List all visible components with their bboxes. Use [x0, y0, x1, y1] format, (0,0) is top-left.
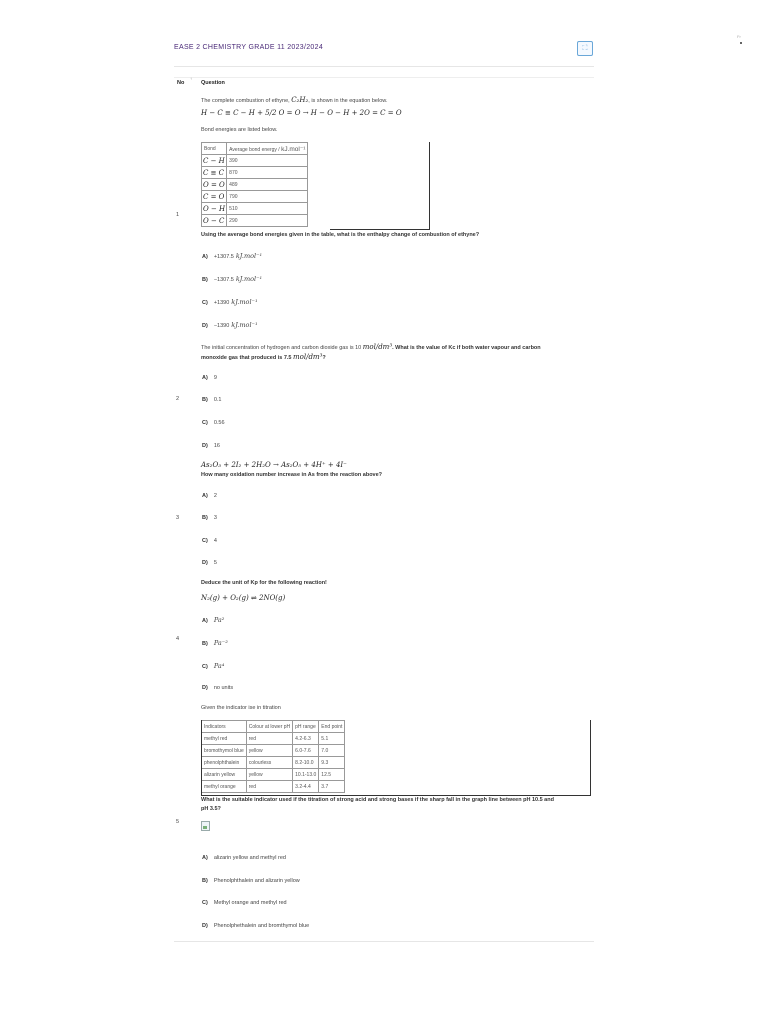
q2-line2-unit: mol/dm³	[293, 353, 323, 361]
q3-question: How many oxidation number increase in As from the reaction above?	[201, 472, 383, 478]
option-b[interactable]	[202, 397, 221, 403]
table-frame-bottom	[201, 795, 591, 796]
table-bottom-divider	[174, 941, 594, 942]
option-a[interactable]	[202, 493, 217, 499]
colour-cell: colourless	[246, 757, 292, 769]
option-letter: B)	[202, 641, 208, 647]
colour-cell: red	[246, 733, 292, 745]
range-cell: 6.0-7.6	[293, 745, 319, 757]
table-header-row	[202, 721, 345, 733]
table-row	[202, 167, 308, 179]
option-letter: C)	[202, 420, 208, 426]
option-letter: A)	[202, 855, 208, 861]
q1-bond-note: Bond energies are listed below.	[201, 127, 278, 133]
option-unit: kJ.mol⁻¹	[231, 298, 258, 306]
header-colour: Colour at lower pH	[246, 721, 292, 733]
indicator-cell: bromothymol blue	[202, 745, 247, 757]
question-number: 5	[176, 819, 180, 825]
endpoint-cell: 7.0	[319, 745, 345, 757]
column-header-question: Question	[201, 80, 225, 86]
header-end-point: End point	[319, 721, 345, 733]
range-cell: 4.2-6.3	[293, 733, 319, 745]
option-letter: C)	[202, 538, 208, 544]
q1-intro-a: The complete combustion of ethyne,	[201, 98, 292, 104]
option-letter: C)	[202, 900, 208, 906]
option-letter: A)	[202, 493, 208, 499]
option-letter: D)	[202, 560, 208, 566]
table-header-energy	[227, 143, 308, 155]
option-value: 16	[213, 443, 220, 449]
option-letter: D)	[202, 323, 208, 329]
table-top-divider	[174, 77, 594, 78]
option-letter: D)	[202, 923, 208, 929]
option-c[interactable]	[202, 662, 224, 670]
option-unit: kJ.mol⁻¹	[231, 321, 258, 329]
table-row	[202, 215, 308, 227]
sort-indicator-icon[interactable]: ↑	[190, 76, 192, 81]
question-number: 4	[176, 636, 180, 642]
indicator-cell: methyl red	[202, 733, 247, 745]
option-letter: B)	[202, 397, 208, 403]
table-row	[202, 781, 345, 793]
table-row	[202, 733, 345, 745]
option-unit: kJ.mol⁻¹	[235, 252, 263, 260]
bond-energy-table	[201, 142, 308, 227]
table-row	[202, 191, 308, 203]
option-value: +1390	[213, 300, 230, 306]
table-header-row	[202, 143, 308, 155]
option-letter: C)	[202, 664, 208, 670]
table-frame-bottom	[330, 229, 430, 230]
q5-question-line2: pH 3.5?	[201, 806, 221, 812]
option-letter: B)	[202, 277, 208, 283]
bond-cell: C − H	[203, 156, 225, 165]
option-unit: kJ.mol⁻¹	[235, 275, 263, 283]
indicator-cell: phenolphthalein	[202, 757, 247, 769]
option-b[interactable]	[202, 275, 262, 283]
option-letter: C)	[202, 300, 208, 306]
header-energy-label: Average bond energy /	[229, 146, 282, 153]
header-divider	[174, 66, 594, 67]
range-cell: 10.1-13.0	[293, 769, 319, 781]
endpoint-cell: 3.7	[319, 781, 345, 793]
q1-equation: H − C ≡ C − H + 5/2 O = O → H − O − H + 2O = C = O	[201, 109, 402, 117]
colour-cell: yellow	[246, 769, 292, 781]
colour-cell: red	[246, 781, 292, 793]
indicator-table	[201, 720, 345, 793]
indicator-cell: alizarin yellow	[202, 769, 247, 781]
option-value: Phenolphethalein and bromthymol blue	[213, 923, 310, 929]
bond-cell: O = O	[203, 180, 225, 189]
column-header-no: No	[177, 80, 185, 86]
option-letter: B)	[202, 878, 208, 884]
q2-line1-b: . What is the value of Kc if both water vapour and carbon	[392, 345, 541, 351]
option-value: 3	[213, 515, 217, 521]
energy-cell: 790	[227, 191, 308, 203]
option-a[interactable]	[202, 375, 217, 381]
option-a[interactable]	[202, 855, 286, 861]
range-cell: 8.2-10.0	[293, 757, 319, 769]
corner-label: Fr	[737, 34, 741, 39]
option-value: no units	[213, 685, 234, 691]
option-b[interactable]	[202, 639, 228, 647]
option-d[interactable]	[202, 321, 258, 329]
table-row	[202, 745, 345, 757]
option-c[interactable]	[202, 900, 287, 906]
option-d[interactable]	[202, 443, 220, 449]
q2-line2-a: monoxide gas that produced is 7.5	[201, 355, 293, 361]
question-number: 2	[176, 396, 180, 402]
option-d[interactable]	[202, 923, 309, 929]
option-value: 0.1	[213, 397, 222, 403]
option-b[interactable]	[202, 878, 300, 884]
q2-line2-b: ?	[322, 355, 326, 361]
option-letter: A)	[202, 254, 208, 260]
option-c[interactable]	[202, 538, 217, 544]
q1-intro-b: , is shown in the equation below.	[308, 98, 388, 104]
table-row	[202, 155, 308, 167]
q4-equation: N₂(g) + O₂(g) ⇌ 2NO(g)	[201, 594, 286, 602]
option-value: Phenolphthalein and alizarin yellow	[213, 878, 300, 884]
bond-cell: O − H	[203, 204, 226, 213]
q2-question-line1	[201, 343, 541, 351]
bond-cell: C = O	[202, 191, 227, 203]
option-value: Pa⁻²	[213, 639, 228, 647]
q2-line1-unit: mol/dm³	[362, 343, 393, 351]
bond-cell: O − C	[202, 215, 227, 227]
broken-image-icon	[201, 821, 210, 831]
page-title: EASE 2 CHEMISTRY GRADE 11 2023/2024	[174, 44, 324, 51]
option-c[interactable]	[202, 420, 225, 426]
option-d[interactable]	[202, 560, 217, 566]
question-number: 1	[176, 212, 180, 218]
indicator-cell: methyl orange	[202, 781, 247, 793]
option-value: alizarin yellow and methyl red	[213, 855, 286, 861]
option-value: 9	[213, 375, 217, 381]
q1-intro-formula: C₂H₂	[291, 96, 309, 104]
option-letter: B)	[202, 515, 208, 521]
header-ph-range: pH range	[293, 721, 319, 733]
table-row	[202, 203, 308, 215]
option-value: −1307.5	[213, 277, 234, 283]
corner-dot	[740, 42, 742, 44]
q5-question-line1: What is the suitable indicator used if the titration of strong acid and strong bases if the sharp fall in the graph line between pH 10.5 and	[201, 797, 554, 803]
option-value: −1390	[213, 323, 230, 329]
table-frame-left	[201, 720, 202, 796]
option-value: 2	[213, 493, 217, 499]
table-row	[202, 179, 308, 191]
option-a[interactable]	[202, 616, 224, 624]
expand-icon: ⛶	[582, 45, 588, 52]
option-value: 4	[213, 538, 217, 544]
energy-cell: 489	[227, 179, 308, 191]
q1-question: Using the average bond energies given in the table, what is the enthalpy change of combustion of ethyne?	[201, 232, 480, 238]
endpoint-cell: 9.3	[319, 757, 345, 769]
option-letter: A)	[202, 375, 208, 381]
colour-cell: yellow	[246, 745, 292, 757]
question-number: 3	[176, 515, 180, 521]
expand-button[interactable]	[577, 41, 593, 56]
header-energy-unit: kJ.mol⁻¹	[281, 145, 306, 153]
option-value: 5	[213, 560, 217, 566]
option-value: +1307.5	[213, 254, 234, 260]
option-value: Pa²	[213, 616, 225, 624]
energy-cell: 390	[227, 155, 308, 167]
option-letter: D)	[202, 685, 208, 691]
q5-intro: Given the indicator ise in titration	[201, 705, 281, 711]
table-header-bond: Bond	[202, 143, 227, 155]
endpoint-cell: 12.5	[319, 769, 345, 781]
header-indicators: Indicators	[202, 721, 247, 733]
option-value: 0.56	[213, 420, 225, 426]
range-cell: 3.2-4.4	[293, 781, 319, 793]
energy-cell: 870	[227, 167, 308, 179]
table-frame-right	[590, 720, 591, 796]
energy-cell: 510	[227, 203, 308, 215]
table-frame-right	[429, 142, 430, 230]
option-value: Pa⁴	[213, 662, 225, 670]
option-b[interactable]	[202, 515, 217, 521]
table-row	[202, 769, 345, 781]
option-letter: D)	[202, 443, 208, 449]
option-a[interactable]	[202, 252, 262, 260]
option-letter: A)	[202, 618, 208, 624]
q1-intro	[201, 96, 387, 104]
bond-cell: C ≡ C	[202, 167, 227, 179]
energy-cell: 290	[227, 215, 308, 227]
table-row	[202, 757, 345, 769]
q4-question: Deduce the unit of Kp for the following reaction!	[201, 580, 327, 586]
option-value: Methyl orange and methyl red	[213, 900, 287, 906]
q2-line1-a: The initial concentration of hydrogen and carbon dioxide gas is 10	[201, 345, 363, 351]
option-d[interactable]	[202, 685, 233, 691]
q2-question-line2	[201, 353, 326, 361]
option-c[interactable]	[202, 298, 258, 306]
endpoint-cell: 5.1	[319, 733, 345, 745]
q3-equation: As₂O₃ + 2I₂ + 2H₂O → As₂O₅ + 4H⁺ + 4I⁻	[201, 461, 347, 469]
